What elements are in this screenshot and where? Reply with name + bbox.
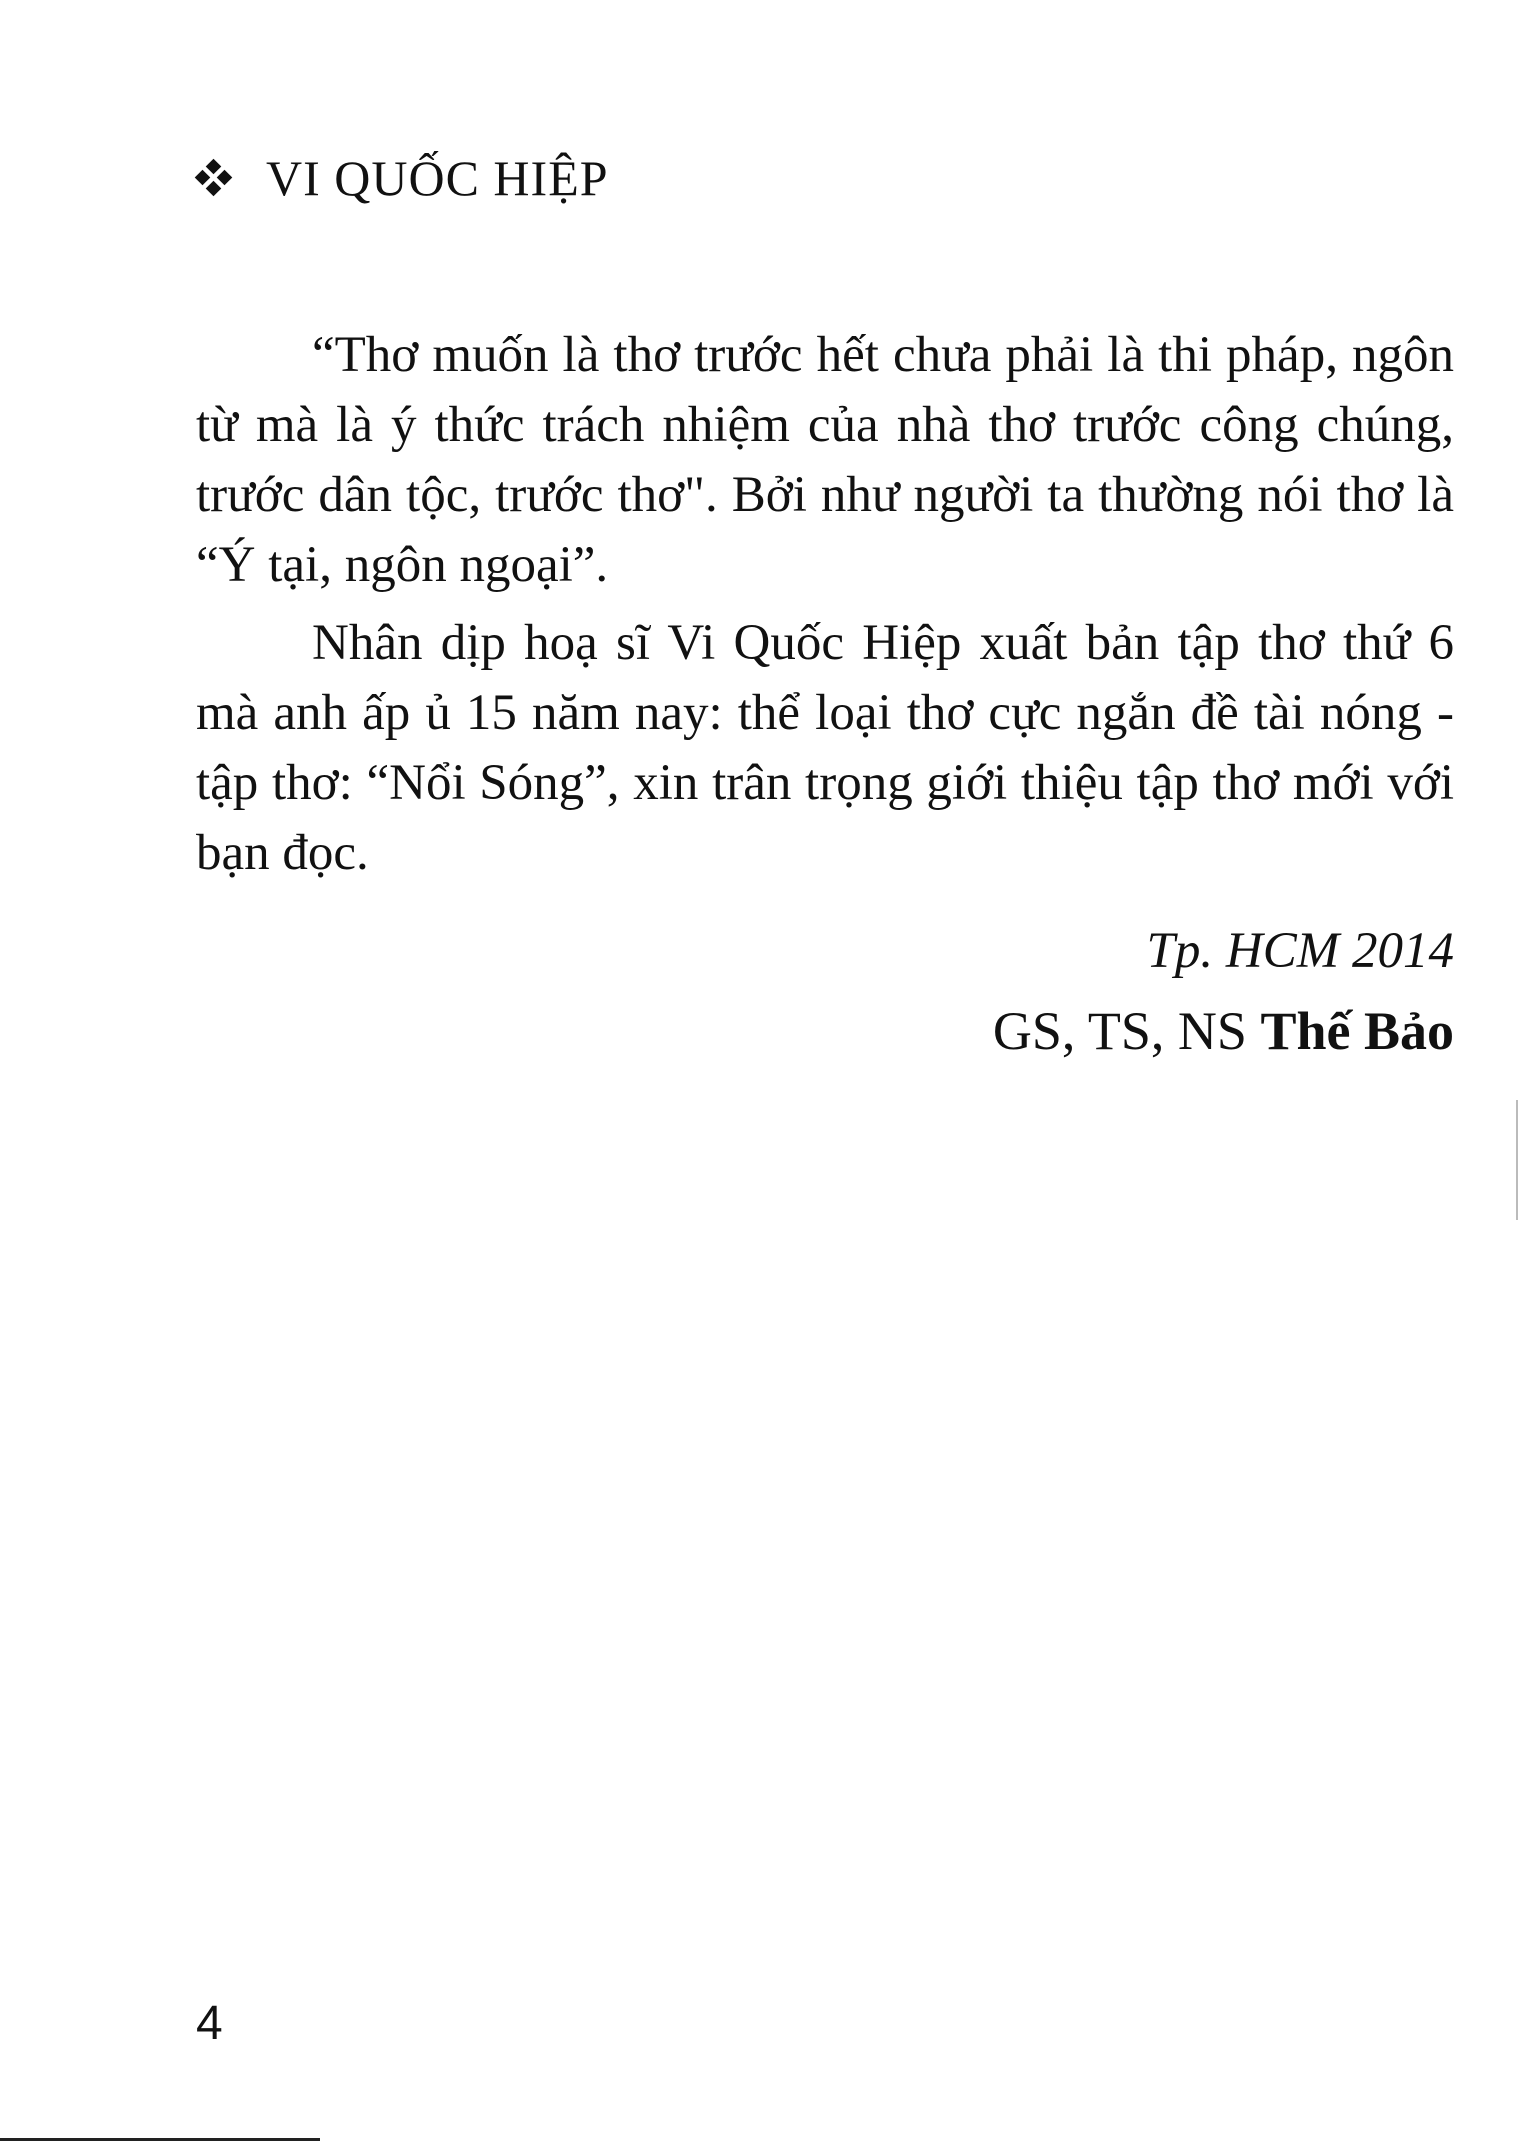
bottom-rule	[0, 2138, 320, 2141]
scan-edge-mark	[1516, 1100, 1518, 1220]
body-text	[196, 320, 1454, 888]
author-name: Thế Bảo	[1260, 1001, 1454, 1061]
four-diamond-bullet-icon	[196, 160, 232, 196]
author-titles: GS, TS, NS	[992, 1001, 1261, 1061]
section-title: VI QUỐC HIỆP	[266, 150, 609, 206]
page-number: 4	[196, 1997, 223, 2050]
section-heading	[196, 148, 609, 208]
paragraph-1: “Thơ muốn là thơ trước hết chưa phải là thi pháp, ngôn từ mà là ý thức trách nhiệm của nhà thơ trước công chúng, trước dân tộc, trước thơ". Bởi như người ta thường nói thơ là “Ý tại, ngôn ngoại”.	[196, 327, 1454, 593]
signature	[993, 1000, 1454, 1062]
paragraph-2: Nhân dịp hoạ sĩ Vi Quốc Hiệp xuất bản tập thơ thứ 6 mà anh ấp ủ 15 năm nay: thể loại thơ cực ngắn đề tài nóng - tập thơ: “Nổi Sóng”, xin trân trọng giới thiệu tập thơ mới với bạn đọc.	[196, 615, 1454, 881]
place-date: Tp. HCM 2014	[1146, 923, 1454, 979]
